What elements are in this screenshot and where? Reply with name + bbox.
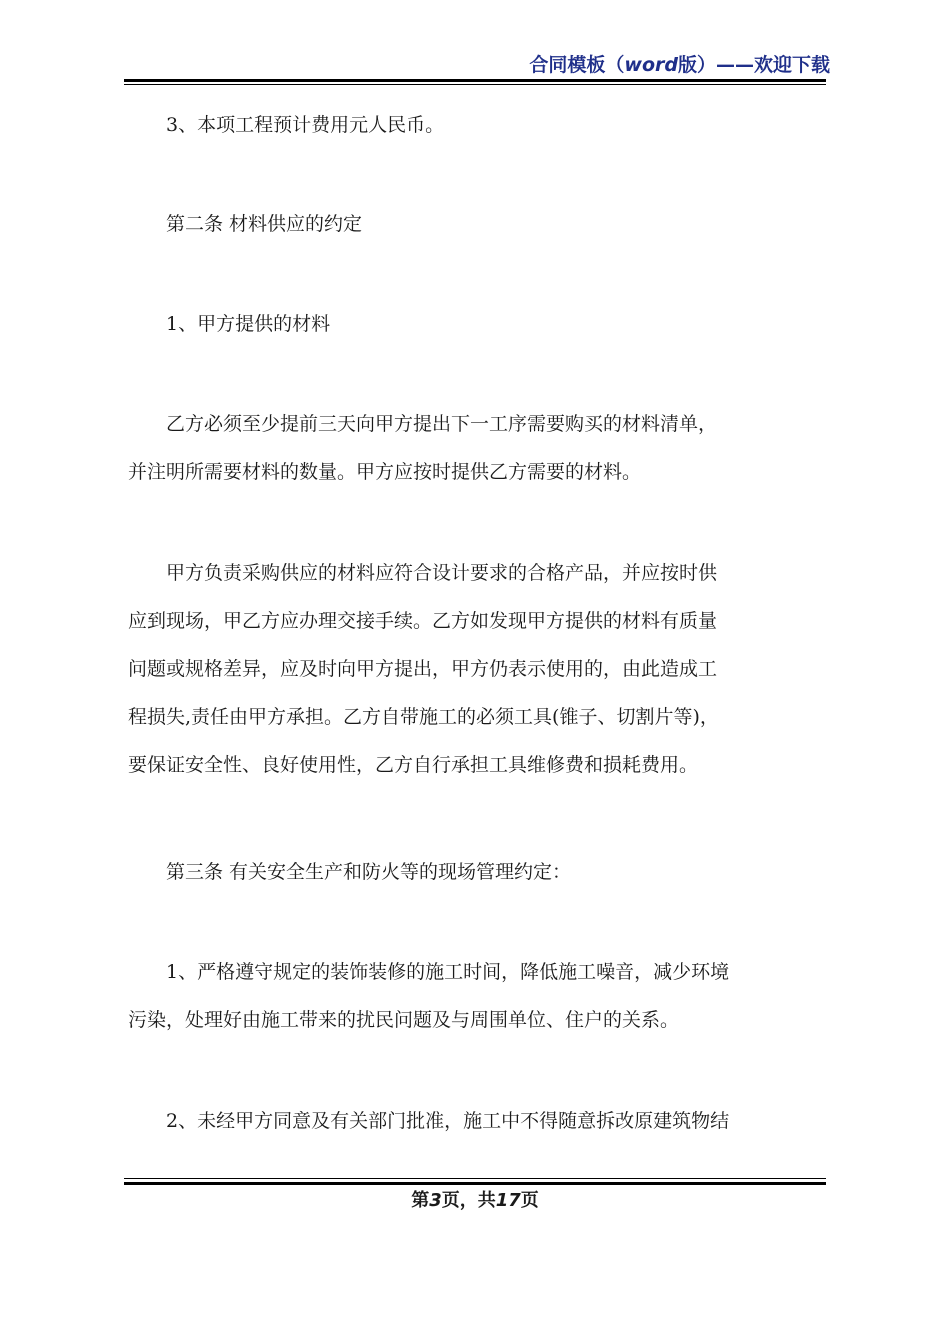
paragraph-1 [128, 101, 828, 149]
text-line: 1、甲方提供的材料 [128, 313, 331, 335]
header-rule-thick [124, 79, 826, 82]
text-line: 1、严格遵守规定的装饰装修的施工时间，降低施工噪音，减少环境 [128, 961, 730, 983]
text-line: 3、本项工程预计费用元人民币。 [128, 114, 445, 136]
header-word: word [624, 54, 678, 76]
page-number [0, 1186, 950, 1212]
footer-rule-thick [124, 1182, 826, 1185]
paragraph-6 [128, 848, 828, 896]
text-line: 第三条 有关安全生产和防火等的现场管理约定： [128, 861, 572, 883]
text-line: 污染，处理好由施工带来的扰民问题及与周围单位、住户的关系。 [128, 1009, 680, 1031]
header-title [400, 50, 830, 77]
header-prefix: 合同模板（ [529, 54, 625, 76]
text-line: 第二条 材料供应的约定 [128, 213, 363, 235]
paragraph-2 [128, 200, 828, 248]
paragraph-5 [128, 549, 828, 789]
paragraph-3 [128, 300, 828, 348]
text-line: 2、未经甲方同意及有关部门批准，施工中不得随意拆改原建筑物结 [128, 1110, 730, 1132]
paragraph-8 [128, 1097, 828, 1145]
text-line: 甲方负责采购供应的材料应符合设计要求的合格产品，并应按时供 [128, 562, 718, 584]
paragraph-7 [128, 948, 828, 1044]
paragraph-4 [128, 400, 828, 496]
footer-rule-thin [124, 1178, 826, 1179]
header-rule-thin [124, 84, 826, 85]
text-line: 应到现场，甲乙方应办理交接手续。乙方如发现甲方提供的材料有质量 [128, 610, 718, 632]
text-line: 并注明所需要材料的数量。甲方应按时提供乙方需要的材料。 [128, 461, 642, 483]
current-page: 3 [429, 1190, 442, 1211]
text-line: 乙方必须至少提前三天向甲方提出下一工序需要购买的材料清单， [128, 413, 718, 435]
footer-suffix: 页 [520, 1190, 539, 1211]
text-line: 要保证安全性、良好使用性，乙方自行承担工具维修费和损耗费用。 [128, 754, 699, 776]
text-line: 问题或规格差异，应及时向甲方提出，甲方仍表示使用的，由此造成工 [128, 658, 718, 680]
header-suffix: 版）——欢迎下载 [677, 54, 830, 76]
text-line: 程损失,责任由甲方承担。乙方自带施工的必须工具(锥子、切割片等)， [128, 706, 719, 728]
total-pages: 17 [495, 1190, 521, 1211]
footer-prefix: 第 [411, 1190, 430, 1211]
footer-middle: 页，共 [441, 1190, 496, 1211]
